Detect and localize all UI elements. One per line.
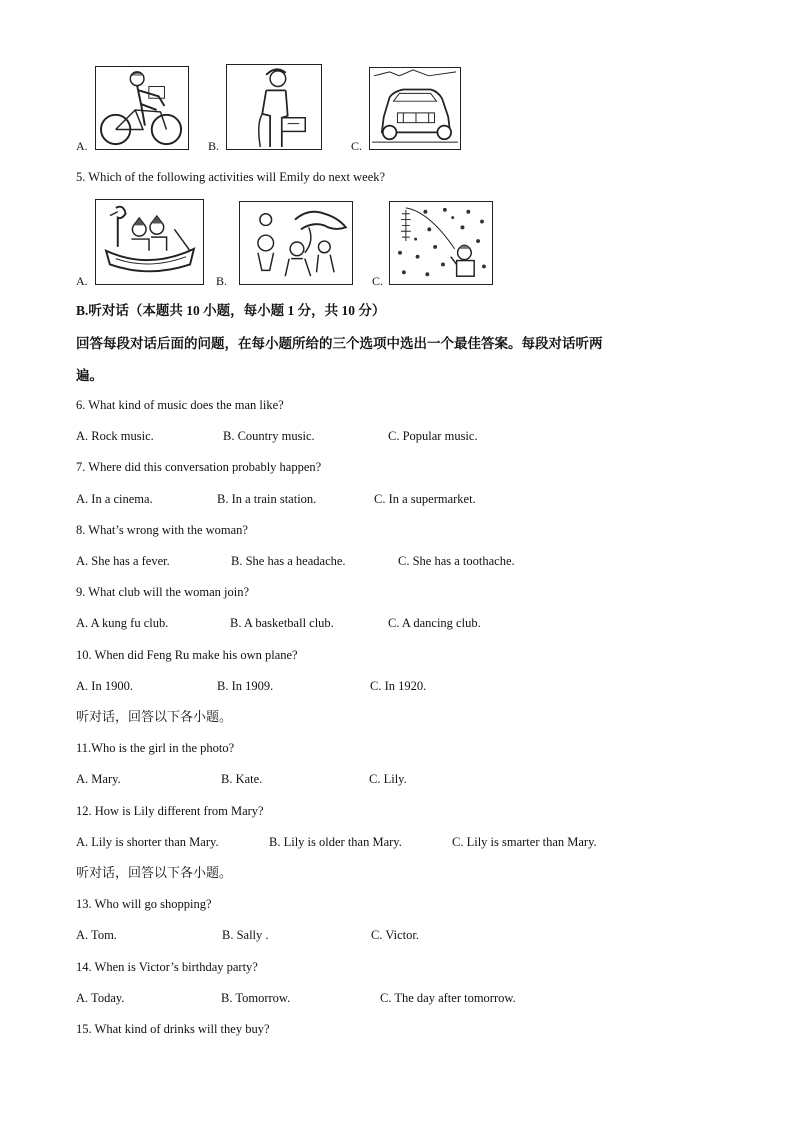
q11-option-a: A. Mary. <box>76 772 121 786</box>
q14-option-a: A. Today. <box>76 991 125 1005</box>
section-b-title: B.听对话（本题共 10 小题，每小题 1 分，共 10 分） <box>76 303 386 318</box>
q9-option-a: A. A kung fu club. <box>76 616 169 630</box>
q5-option-c: C. <box>372 274 384 288</box>
q9-option-c: C. A dancing club. <box>388 616 481 630</box>
q9-question: 9. What club will the woman join? <box>76 585 249 599</box>
q6-question: 6. What kind of music does the man like? <box>76 398 284 412</box>
q7-option-b: B. In a train station. <box>217 492 317 506</box>
q12-option-a: A. Lily is shorter than Mary. <box>76 835 219 849</box>
q11-option-c: C. Lily. <box>369 772 407 786</box>
cyclist-picture <box>95 66 189 150</box>
q14-option-c: C. The day after tomorrow. <box>380 991 516 1005</box>
q4-option-b: B. <box>208 139 220 153</box>
q7-option-c: C. In a supermarket. <box>374 492 476 506</box>
q12-option-b: B. Lily is older than Mary. <box>269 835 402 849</box>
q4-option-c: C. <box>351 139 363 153</box>
q8-question: 8. What’s wrong with the woman? <box>76 523 248 537</box>
section-b-instruction-line1: 回答每段对话后面的问题，在每小题所给的三个选项中选出一个最佳答案。每段对话听两 <box>76 336 603 351</box>
q13-option-c: C. Victor. <box>371 928 419 942</box>
q4-option-a: A. <box>76 139 88 153</box>
q7-question: 7. Where did this conversation probably happen? <box>76 460 322 474</box>
dragon-boat-picture <box>95 199 204 285</box>
q12-question: 12. How is Lily different from Mary? <box>76 804 264 818</box>
group1-title: 听对话，回答以下各小题。 <box>76 709 233 724</box>
q6-option-a: A. Rock music. <box>76 429 154 443</box>
q13-question: 13. Who will go shopping? <box>76 897 212 911</box>
car-picture <box>369 67 461 150</box>
q8-option-a: A. She has a fever. <box>76 554 170 568</box>
fireworks-picture <box>389 201 493 285</box>
section-b-instruction-line2: 遍。 <box>76 368 103 383</box>
dragon-dance-picture <box>239 201 353 285</box>
q10-option-b: B. In 1909. <box>217 679 274 693</box>
q14-option-b: B. Tomorrow. <box>221 991 291 1005</box>
q11-option-b: B. Kate. <box>221 772 263 786</box>
q8-option-b: B. She has a headache. <box>231 554 346 568</box>
q13-option-b: B. Sally . <box>222 928 269 942</box>
group2-title: 听对话，回答以下各小题。 <box>76 865 233 880</box>
q10-option-c: C. In 1920. <box>370 679 427 693</box>
q5-option-b: B. <box>216 274 228 288</box>
q13-option-a: A. Tom. <box>76 928 117 942</box>
q11-question: 11.Who is the girl in the photo? <box>76 741 235 755</box>
q7-option-a: A. In a cinema. <box>76 492 153 506</box>
businessman-picture <box>226 64 322 150</box>
q10-option-a: A. In 1900. <box>76 679 133 693</box>
q5-question: 5. Which of the following activities will Emily do next week? <box>76 170 386 184</box>
q12-option-c: C. Lily is smarter than Mary. <box>452 835 597 849</box>
q10-question: 10. When did Feng Ru make his own plane? <box>76 648 298 662</box>
q8-option-c: C. She has a toothache. <box>398 554 515 568</box>
q6-option-b: B. Country music. <box>223 429 315 443</box>
q14-question: 14. When is Victor’s birthday party? <box>76 960 258 974</box>
q15-question: 15. What kind of drinks will they buy? <box>76 1022 270 1036</box>
q9-option-b: B. A basketball club. <box>230 616 334 630</box>
q6-option-c: C. Popular music. <box>388 429 478 443</box>
q5-option-a: A. <box>76 274 88 288</box>
